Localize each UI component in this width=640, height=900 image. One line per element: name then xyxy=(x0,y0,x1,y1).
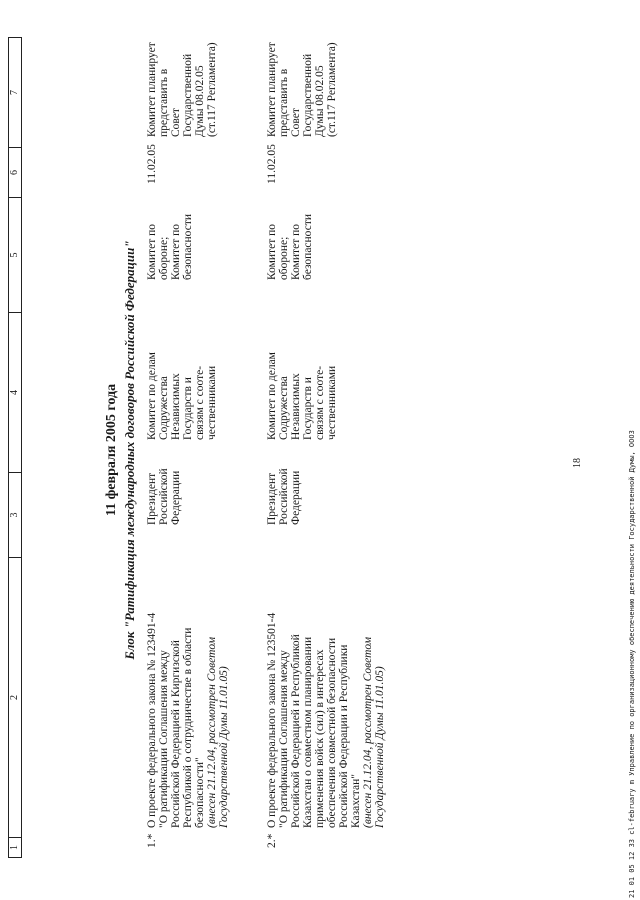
column-header: 7 xyxy=(9,38,22,148)
date-heading: 11 февраля 2005 года xyxy=(104,383,119,517)
column-header: 2 xyxy=(9,558,22,838)
item-description: О проекте федерального закона № 123501-4 "О ратификации Соглашения между Российской Федерацией и Республикой Казахстан о совместном планировании применения войск (сил) в интересах обеспечения совместной безопасности Российской Федерации и Республики Казахстан" xyxy=(266,612,362,828)
column-header: 3 xyxy=(9,473,22,558)
item-date: 11.02.05 xyxy=(146,144,158,184)
item-coexecutors: Комитет по обороне; Комитет по безопасности xyxy=(146,213,194,280)
item-number: 2.* xyxy=(266,833,278,848)
item-initiator: Президент Российской Федерации xyxy=(146,468,182,525)
column-header-row xyxy=(8,37,22,858)
item-note: (внесен 21.12.04, рассмотрен Советом Государственной Думы 11.01.05) xyxy=(362,636,386,828)
page-number: 18 xyxy=(572,458,583,468)
item-description-cell xyxy=(266,588,386,828)
block-heading: Блок "Ратификация международных договоров Российской Федерации" xyxy=(122,240,137,660)
item-description: О проекте федерального закона № 123491-4 "О ратификации Соглашения между Российской Федерацией и Киргизской Республикой о сотрудничестве в области безопасности" xyxy=(146,612,206,828)
column-header: 5 xyxy=(9,198,22,313)
column-header: 4 xyxy=(9,313,22,473)
column-header: 6 xyxy=(9,148,22,198)
item-date: 11.02.05 xyxy=(266,144,278,184)
item-coexecutors: Комитет по обороне; Комитет по безопасности xyxy=(266,213,314,280)
footer-print-line: 21 01 05 12 33 cl-february m Управление по организационному обеспечению деятельности Государственной Думы, ОООЗ xyxy=(628,430,636,898)
item-note: (внесен 21.12.04, рассмотрен Советом Государственной Думы 11.01.05) xyxy=(206,636,230,828)
item-committee: Комитет по делам Содружества Независимых Государств и связям с соотe- чественниками xyxy=(266,352,338,440)
item-description-cell xyxy=(146,588,230,828)
item-committee: Комитет по делам Содружества Независимых Государств и связям с соотe- чественниками xyxy=(146,352,218,440)
item-remark: Комитет планирует представить в Совет Государственной Думы 08.02.05 (ст.117 Регламента) xyxy=(146,42,218,137)
item-remark: Комитет планирует представить в Совет Государственной Думы 08.02.05 (ст.117 Регламента) xyxy=(266,42,338,137)
column-header: 1 xyxy=(9,838,22,858)
item-number: 1.* xyxy=(146,833,158,848)
item-initiator: Президент Российской Федерации xyxy=(266,468,302,525)
